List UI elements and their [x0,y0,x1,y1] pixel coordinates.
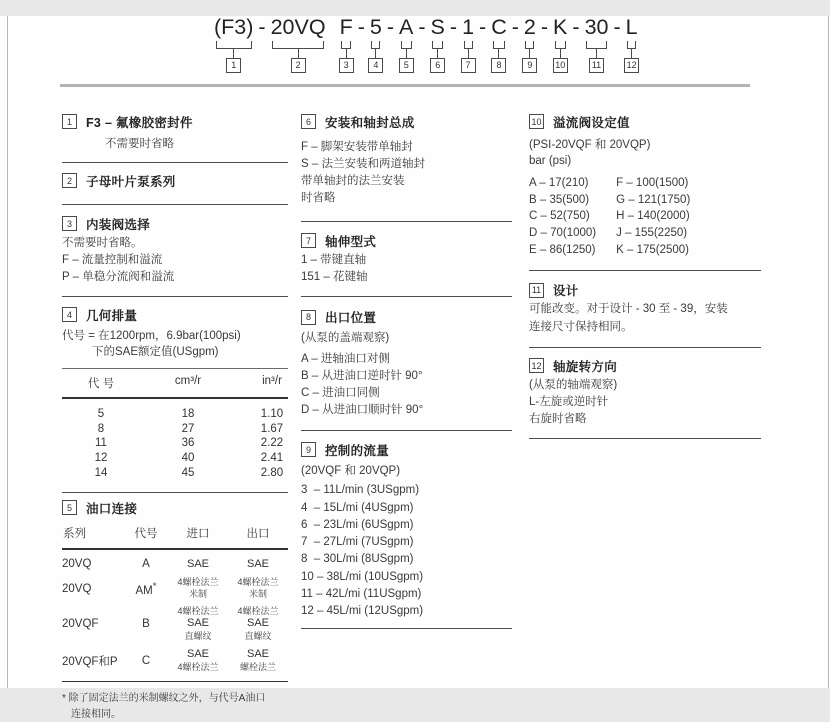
code-dash: - [512,16,519,39]
code-text: C [489,16,509,39]
column-header: in³/r [236,375,308,391]
column-header: 代 号 [62,375,140,391]
code-text: 1 [460,16,476,39]
option-line: 带单轴封的法兰安装 [301,173,512,190]
code-dash: - [358,16,365,39]
bracket-line [555,41,566,49]
code-segment-5 [397,16,415,73]
option-line: 1 – 带键直轴 [301,252,512,269]
section-3-options [62,235,288,287]
section-3-header [62,215,288,233]
section-divider [301,296,512,297]
section-9-header [301,441,512,459]
code-text: 30 [583,16,611,39]
bracket-line [216,41,252,49]
text-line: L-左旋或逆时针 [529,394,761,411]
section-11-text [529,301,761,336]
code-dash: - [387,16,394,39]
cell-line: 4螺栓法兰 [177,662,218,673]
port-table-header [62,520,288,550]
section-2-header [62,172,288,190]
flow-option-line: 10 – 38L/mi (10USgpm) [301,569,512,586]
cell-line: 4螺栓法兰 [177,606,218,617]
section-7-options [301,252,512,287]
number-badge: 2 [62,173,77,188]
footnote-line: * 除了固定法兰的米制螺纹之外，与代号A油口 [62,691,288,707]
cell-line: SAE [247,558,269,572]
code-dash: - [418,16,425,39]
flow-option-line: 8 – 30L/mi (8USgpm) [301,551,512,568]
flow-option-line: 6 – 23L/mi (6USgpm) [301,517,512,534]
table-row [62,550,288,574]
number-badge: 10 [529,114,544,129]
code-dash: - [613,16,620,39]
footnote-line: 连接相同。 [62,707,288,722]
table-cell: 27 [140,422,236,437]
footnote [62,691,288,722]
code-text: 20VQ [269,16,328,39]
flow-option-line: 7 – 27L/mi (7USgpm) [301,534,512,551]
cell-line: 直螺纹 [184,631,211,642]
code-cell: C [124,655,168,667]
bracket-line [371,41,380,49]
number-badge: 7 [461,58,476,73]
cell-line: 米制 [249,589,267,600]
code-dash: - [479,16,486,39]
code-text: L [624,16,640,39]
number-badge: 5 [399,58,414,73]
section-8-header [301,308,512,326]
pressure-option-line: H – 140(2000) [616,208,690,225]
code-text: 2 [522,16,538,39]
number-badge: 7 [301,233,316,248]
section-divider [62,162,288,163]
displacement-note-line1: 代号 = 在1200rpm，6.9bar(100psi) [62,328,288,345]
number-badge: 9 [522,58,537,73]
section-title: 几何排量 [86,306,137,324]
stem-line [631,49,632,58]
pressure-option-line: K – 175(2500) [616,242,690,259]
outlet-cell [228,606,288,642]
cell-line: 螺栓法兰 [240,662,276,673]
number-badge: 3 [62,216,77,231]
section-title: 内装阀选择 [86,215,150,233]
text-line: 连接尺寸保持相同。 [529,319,761,336]
code-text: 5 [368,16,384,39]
option-line: C – 进油口同侧 [301,385,512,402]
cell-line: SAE [247,648,269,662]
code-text: F [338,16,355,39]
section-4-header [62,306,288,324]
section-divider [301,221,512,222]
code-segment-1 [212,16,255,73]
number-badge: 6 [430,58,445,73]
stem-line [233,49,234,58]
catalog-page [0,16,830,688]
top-divider [60,84,750,87]
number-badge: 11 [589,58,604,73]
column-header: cm³/r [140,375,236,391]
text-line: (从泵的轴端观察) [529,377,761,394]
series-cell: 20VQ [62,558,124,570]
code-dash: - [572,16,579,39]
pressure-option-line: G – 121(1750) [616,192,690,209]
column-header: 进口 [168,525,228,541]
pressure-option-line: A – 17(210) [529,175,596,192]
section-divider [529,347,761,348]
outlet-cell [228,648,288,673]
code-text: (F3) [212,16,255,39]
section-12-header [529,357,761,375]
section-5-header [62,499,288,517]
column-header: 代号 [124,525,168,541]
stem-line [346,49,347,58]
displacement-table [62,368,288,490]
section-10-subtitle: (PSI-20VQF 和 20VQP) [529,137,761,154]
section-divider [62,296,288,297]
bracket-line [627,41,636,49]
section-title: 设计 [553,281,579,299]
text-line: 可能改变。对于设计 - 30 至 - 39，安装 [529,301,761,318]
stem-line [560,49,561,58]
flow-option-line: 11 – 42L/mi (11USgpm) [301,586,512,603]
code-cell: AM* [124,581,168,597]
flow-option-line: 3 – 11L/min (3USgpm) [301,482,512,499]
series-cell: 20VQF [62,618,124,630]
section-10-header [529,113,761,131]
code-segment-10 [551,16,569,73]
code-segment-8 [489,16,509,73]
section-title: 控制的流量 [325,441,389,459]
section-divider [301,430,512,431]
stem-line [437,49,438,58]
code-dash: - [541,16,548,39]
inlet-cell [168,606,228,642]
cell-line: SAE [187,648,209,662]
number-badge: 11 [529,283,544,298]
section-1-header [62,113,288,131]
table-cell: 2.22 [236,436,308,451]
option-line: D – 从进油口顺时针 90° [301,402,512,419]
section-title: 轴伸型式 [325,232,376,250]
table-cell: 45 [140,466,236,481]
number-badge: 4 [62,307,77,322]
option-line: A – 进轴油口对侧 [301,351,512,368]
table-cell: 18 [140,407,236,422]
section-7-header [301,232,512,250]
pressure-option-line: E – 86(1250) [529,242,596,259]
section-10-unit: bar (psi) [529,153,761,170]
option-line: 不需要时省略。 [62,235,288,252]
pressure-option-line: C – 52(750) [529,208,596,225]
section-title: 子母叶片泵系列 [86,172,176,190]
outlet-cell [228,577,288,600]
stem-line [596,49,597,58]
number-badge: 12 [624,58,639,73]
table-cell: 11 [62,436,140,451]
number-badge: 1 [62,114,77,129]
code-segment-2 [269,16,328,73]
option-line: 151 – 花键轴 [301,269,512,286]
right-column [529,110,761,722]
cell-line: 4螺栓法兰 [237,577,278,588]
option-line: B – 从进油口逆时针 90° [301,368,512,385]
column-header: 系列 [62,525,124,541]
code-segment-7 [460,16,476,73]
code-dash: - [450,16,457,39]
page-left-border [7,16,8,688]
option-line: P – 单稳分流阀和溢流 [62,269,288,286]
page-right-border [828,16,829,688]
table-cell: 14 [62,466,140,481]
displacement-table-header [62,368,288,399]
table-row [62,573,288,602]
section-title: 轴旋转方向 [553,357,617,375]
cell-line: 米制 [189,589,207,600]
footnote-star: * [153,581,157,592]
section-divider [529,270,761,271]
code-segment-12 [624,16,640,73]
inlet-cell [168,577,228,600]
section-1-note: 不需要时省略 [62,136,288,153]
outlet-cell [228,558,288,572]
table-cell: 1.10 [236,407,308,422]
table-cell: 1.67 [236,422,308,437]
middle-column [301,110,512,722]
number-badge: 1 [226,58,241,73]
content-columns [62,110,830,722]
table-cell: 2.41 [236,451,308,466]
pressure-option-line: F – 100(1500) [616,175,690,192]
inlet-cell [168,648,228,673]
code-segment-9 [522,16,538,73]
stem-line [375,49,376,58]
table-cell: 40 [140,451,236,466]
table-cell: 36 [140,436,236,451]
section-title: 溢流阀设定值 [553,113,630,131]
table-cell: 8 [62,422,140,437]
code-text: A [397,16,415,39]
text-line: 右旋时省略 [529,411,761,428]
section-title: 油口连接 [86,499,137,517]
flow-option-line: 4 – 15L/mi (4USgpm) [301,500,512,517]
number-badge: 2 [291,58,306,73]
number-badge: 6 [301,114,316,129]
code-segment-6 [429,16,447,73]
bracket-line [401,41,412,49]
pressure-option-line: B – 35(500) [529,192,596,209]
number-badge: 3 [339,58,354,73]
section-12-text [529,377,761,429]
number-badge: 9 [301,442,316,457]
table-cell: 5 [62,407,140,422]
cell-line: 4螺栓法兰 [237,606,278,617]
stem-line [406,49,407,58]
pressure-settings [529,175,761,258]
section-9-options [301,482,512,620]
option-line: 时省略 [301,190,512,207]
code-cell: B [124,618,168,630]
pressure-option-line: D – 70(1000) [529,225,596,242]
code-text: K [551,16,569,39]
cell-line: SAE [187,558,209,572]
code-segment-11 [583,16,611,73]
pressure-list-right [616,175,690,258]
code-segment-4 [368,16,384,73]
table-cell: 2.80 [236,466,308,481]
code-cell: A [124,558,168,570]
section-8-subtitle: (从泵的盖端观察) [301,330,512,347]
cell-line: 直螺纹 [244,631,271,642]
pressure-option-line: J – 155(2250) [616,225,690,242]
number-badge: 8 [491,58,506,73]
bracket-line [493,41,506,49]
section-9-subtitle: (20VQF 和 20VQP) [301,463,512,480]
number-badge: 4 [368,58,383,73]
section-8-options [301,351,512,420]
table-row [62,644,288,675]
cell-line: 4螺栓法兰 [177,577,218,588]
bracket-line [432,41,443,49]
series-cell: 20VQF和P [62,653,124,669]
code-segment-3 [338,16,355,73]
option-line: S – 法兰安装和两道轴封 [301,156,512,173]
section-title: 出口位置 [325,308,376,326]
bracket-line [525,41,534,49]
number-badge: 10 [553,58,568,73]
section-title: F3 – 氟橡胶密封件 [86,113,193,131]
section-divider [529,438,761,439]
code-text: S [429,16,447,39]
column-header: 出口 [228,525,288,541]
section-title: 安装和轴封总成 [325,113,415,131]
stem-line [298,49,299,58]
displacement-table-body [62,399,288,490]
model-code-diagram [212,16,830,73]
inlet-cell [168,558,228,572]
stem-line [468,49,469,58]
pressure-list-left [529,175,596,258]
section-11-header [529,281,761,299]
number-badge: 8 [301,310,316,325]
code-dash: - [258,16,265,39]
number-badge: 5 [62,500,77,515]
left-column [62,110,288,722]
port-connection-table [62,520,288,683]
bracket-line [464,41,473,49]
displacement-note-line2: 下的SAE额定值(USgpm) [62,344,288,361]
series-cell: 20VQ [62,583,124,595]
bracket-line [586,41,607,49]
section-divider [62,492,288,493]
table-row [62,602,288,644]
flow-option-line: 12 – 45L/mi (12USgpm) [301,603,512,620]
bracket-line [272,41,324,49]
section-6-options [301,139,512,208]
number-badge: 12 [529,358,544,373]
section-6-header [301,113,512,131]
section-divider [301,628,512,629]
option-line: F – 流量控制和溢流 [62,252,288,269]
stem-line [498,49,499,58]
option-line: F – 脚架安装带单轴封 [301,139,512,156]
section-divider [62,204,288,205]
table-cell: 12 [62,451,140,466]
cell-line: SAE [247,617,269,631]
bracket-line [341,41,351,49]
cell-line: SAE [187,617,209,631]
stem-line [529,49,530,58]
